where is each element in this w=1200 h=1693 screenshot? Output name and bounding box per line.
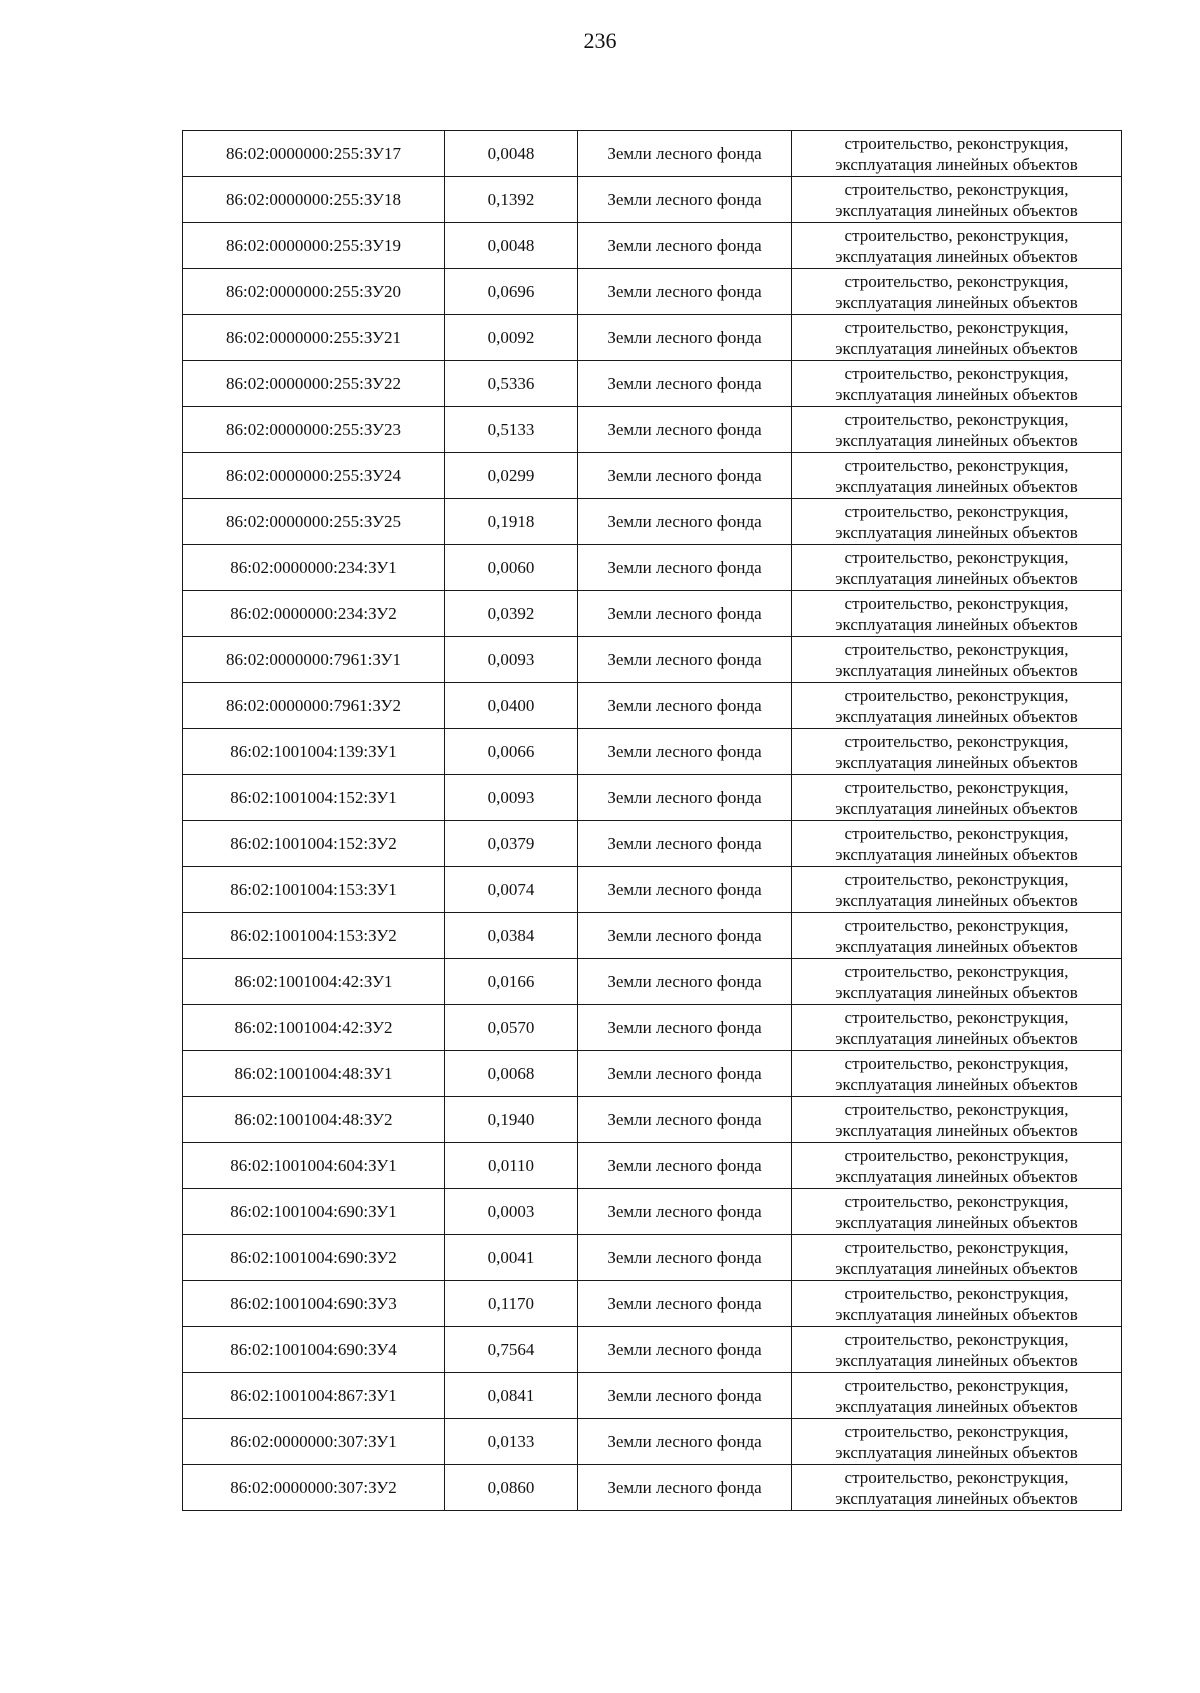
- permitted-use-line-1: строительство, реконструкция,: [844, 731, 1069, 751]
- permitted-use-line-2: эксплуатация линейных объектов: [835, 660, 1078, 680]
- land-category-cell: Земли лесного фонда: [578, 591, 792, 637]
- land-category-cell: Земли лесного фонда: [578, 131, 792, 177]
- permitted-use-line-1: строительство, реконструкция,: [844, 1283, 1069, 1303]
- cadastral-number-cell: 86:02:1001004:42:ЗУ2: [183, 1005, 445, 1051]
- permitted-use-cell: [792, 315, 1122, 361]
- permitted-use-line-2: эксплуатация линейных объектов: [835, 1304, 1078, 1324]
- permitted-use-cell: [792, 407, 1122, 453]
- area-cell: 0,0166: [445, 959, 578, 1005]
- permitted-use-cell: [792, 1143, 1122, 1189]
- permitted-use-cell: [792, 361, 1122, 407]
- land-category-cell: Земли лесного фонда: [578, 637, 792, 683]
- area-cell: 0,0093: [445, 637, 578, 683]
- land-category-cell: Земли лесного фонда: [578, 1143, 792, 1189]
- table-row: [183, 729, 1122, 775]
- area-cell: 0,0060: [445, 545, 578, 591]
- permitted-use-line-1: строительство, реконструкция,: [844, 1191, 1069, 1211]
- table-row: [183, 1143, 1122, 1189]
- permitted-use-cell: [792, 959, 1122, 1005]
- land-category-cell: Земли лесного фонда: [578, 775, 792, 821]
- cadastral-number-cell: 86:02:0000000:234:ЗУ2: [183, 591, 445, 637]
- permitted-use-line-2: эксплуатация линейных объектов: [835, 1120, 1078, 1140]
- cadastral-number-cell: 86:02:0000000:255:ЗУ19: [183, 223, 445, 269]
- cadastral-number-cell: 86:02:1001004:867:ЗУ1: [183, 1373, 445, 1419]
- area-cell: 0,5133: [445, 407, 578, 453]
- cadastral-number-cell: 86:02:0000000:255:ЗУ25: [183, 499, 445, 545]
- land-category-cell: Земли лесного фонда: [578, 499, 792, 545]
- table-body: [183, 131, 1122, 1511]
- land-category-cell: Земли лесного фонда: [578, 1005, 792, 1051]
- permitted-use-cell: [792, 683, 1122, 729]
- land-category-cell: Земли лесного фонда: [578, 1373, 792, 1419]
- permitted-use-cell: [792, 1235, 1122, 1281]
- land-category-cell: Земли лесного фонда: [578, 1327, 792, 1373]
- permitted-use-cell: [792, 729, 1122, 775]
- table-row: [183, 499, 1122, 545]
- cadastral-number-cell: 86:02:0000000:7961:ЗУ1: [183, 637, 445, 683]
- permitted-use-line-2: эксплуатация линейных объектов: [835, 384, 1078, 404]
- cadastral-number-cell: 86:02:1001004:152:ЗУ2: [183, 821, 445, 867]
- permitted-use-cell: [792, 591, 1122, 637]
- land-category-cell: Земли лесного фонда: [578, 1281, 792, 1327]
- cadastral-number-cell: 86:02:0000000:255:ЗУ23: [183, 407, 445, 453]
- cadastral-number-cell: 86:02:1001004:690:ЗУ1: [183, 1189, 445, 1235]
- cadastral-number-cell: 86:02:1001004:48:ЗУ2: [183, 1097, 445, 1143]
- table-row: [183, 1005, 1122, 1051]
- land-category-cell: Земли лесного фонда: [578, 453, 792, 499]
- table-row: [183, 407, 1122, 453]
- area-cell: 0,1918: [445, 499, 578, 545]
- table-row: [183, 867, 1122, 913]
- permitted-use-line-1: строительство, реконструкция,: [844, 593, 1069, 613]
- area-cell: 0,0093: [445, 775, 578, 821]
- permitted-use-line-1: строительство, реконструкция,: [844, 961, 1069, 981]
- table-row: [183, 131, 1122, 177]
- permitted-use-line-1: строительство, реконструкция,: [844, 1053, 1069, 1073]
- table-row: [183, 1281, 1122, 1327]
- permitted-use-line-2: эксплуатация линейных объектов: [835, 1396, 1078, 1416]
- table-row: [183, 1465, 1122, 1511]
- permitted-use-line-2: эксплуатация линейных объектов: [835, 154, 1078, 174]
- permitted-use-cell: [792, 499, 1122, 545]
- permitted-use-line-2: эксплуатация линейных объектов: [835, 338, 1078, 358]
- cadastral-number-cell: 86:02:1001004:48:ЗУ1: [183, 1051, 445, 1097]
- area-cell: 0,0110: [445, 1143, 578, 1189]
- permitted-use-line-2: эксплуатация линейных объектов: [835, 706, 1078, 726]
- permitted-use-line-2: эксплуатация линейных объектов: [835, 798, 1078, 818]
- area-cell: 0,0041: [445, 1235, 578, 1281]
- table-row: [183, 591, 1122, 637]
- permitted-use-cell: [792, 1005, 1122, 1051]
- table-row: [183, 361, 1122, 407]
- permitted-use-line-1: строительство, реконструкция,: [844, 685, 1069, 705]
- permitted-use-line-1: строительство, реконструкция,: [844, 1007, 1069, 1027]
- land-category-cell: Земли лесного фонда: [578, 867, 792, 913]
- permitted-use-cell: [792, 1419, 1122, 1465]
- land-category-cell: Земли лесного фонда: [578, 361, 792, 407]
- land-category-cell: Земли лесного фонда: [578, 1189, 792, 1235]
- permitted-use-line-1: строительство, реконструкция,: [844, 869, 1069, 889]
- permitted-use-line-1: строительство, реконструкция,: [844, 1099, 1069, 1119]
- permitted-use-cell: [792, 1097, 1122, 1143]
- cadastral-number-cell: 86:02:1001004:152:ЗУ1: [183, 775, 445, 821]
- permitted-use-line-2: эксплуатация линейных объектов: [835, 844, 1078, 864]
- land-category-cell: Земли лесного фонда: [578, 545, 792, 591]
- permitted-use-cell: [792, 177, 1122, 223]
- area-cell: 0,1170: [445, 1281, 578, 1327]
- permitted-use-line-2: эксплуатация линейных объектов: [835, 430, 1078, 450]
- cadastral-number-cell: 86:02:0000000:307:ЗУ1: [183, 1419, 445, 1465]
- land-category-cell: Земли лесного фонда: [578, 177, 792, 223]
- permitted-use-cell: [792, 1189, 1122, 1235]
- page-number: 236: [583, 28, 617, 53]
- permitted-use-cell: [792, 913, 1122, 959]
- permitted-use-line-1: строительство, реконструкция,: [844, 1375, 1069, 1395]
- permitted-use-line-1: строительство, реконструкция,: [844, 363, 1069, 383]
- area-cell: 0,0066: [445, 729, 578, 775]
- permitted-use-line-1: строительство, реконструкция,: [844, 409, 1069, 429]
- area-cell: 0,0092: [445, 315, 578, 361]
- permitted-use-cell: [792, 545, 1122, 591]
- land-category-cell: Земли лесного фонда: [578, 821, 792, 867]
- permitted-use-line-1: строительство, реконструкция,: [844, 547, 1069, 567]
- permitted-use-line-2: эксплуатация линейных объектов: [835, 890, 1078, 910]
- permitted-use-line-2: эксплуатация линейных объектов: [835, 1442, 1078, 1462]
- cadastral-number-cell: 86:02:1001004:42:ЗУ1: [183, 959, 445, 1005]
- cadastral-number-cell: 86:02:1001004:690:ЗУ3: [183, 1281, 445, 1327]
- land-category-cell: Земли лесного фонда: [578, 959, 792, 1005]
- cadastral-number-cell: 86:02:0000000:255:ЗУ17: [183, 131, 445, 177]
- permitted-use-cell: [792, 821, 1122, 867]
- permitted-use-cell: [792, 223, 1122, 269]
- table-row: [183, 545, 1122, 591]
- permitted-use-line-2: эксплуатация линейных объектов: [835, 752, 1078, 772]
- land-category-cell: Земли лесного фонда: [578, 1051, 792, 1097]
- cadastral-number-cell: 86:02:1001004:604:ЗУ1: [183, 1143, 445, 1189]
- land-category-cell: Земли лесного фонда: [578, 1465, 792, 1511]
- table-row: [183, 223, 1122, 269]
- permitted-use-cell: [792, 637, 1122, 683]
- area-cell: 0,0570: [445, 1005, 578, 1051]
- table-row: [183, 1235, 1122, 1281]
- area-cell: 0,0048: [445, 223, 578, 269]
- area-cell: 0,0696: [445, 269, 578, 315]
- land-category-cell: Земли лесного фонда: [578, 729, 792, 775]
- permitted-use-line-2: эксплуатация линейных объектов: [835, 614, 1078, 634]
- permitted-use-line-1: строительство, реконструкция,: [844, 1237, 1069, 1257]
- area-cell: 0,1940: [445, 1097, 578, 1143]
- permitted-use-line-2: эксплуатация линейных объектов: [835, 1212, 1078, 1232]
- permitted-use-line-1: строительство, реконструкция,: [844, 501, 1069, 521]
- land-category-cell: Земли лесного фонда: [578, 913, 792, 959]
- table-row: [183, 821, 1122, 867]
- area-cell: 0,0841: [445, 1373, 578, 1419]
- permitted-use-line-1: строительство, реконструкция,: [844, 1329, 1069, 1349]
- area-cell: 0,0299: [445, 453, 578, 499]
- land-category-cell: Земли лесного фонда: [578, 1235, 792, 1281]
- land-plots-table: [182, 130, 1122, 1511]
- table-row: [183, 1051, 1122, 1097]
- area-cell: 0,5336: [445, 361, 578, 407]
- permitted-use-line-2: эксплуатация линейных объектов: [835, 1488, 1078, 1508]
- permitted-use-line-1: строительство, реконструкция,: [844, 777, 1069, 797]
- area-cell: 0,0379: [445, 821, 578, 867]
- table-row: [183, 637, 1122, 683]
- cadastral-number-cell: 86:02:0000000:255:ЗУ21: [183, 315, 445, 361]
- area-cell: 0,1392: [445, 177, 578, 223]
- permitted-use-line-2: эксплуатация линейных объектов: [835, 1258, 1078, 1278]
- cadastral-number-cell: 86:02:1001004:690:ЗУ2: [183, 1235, 445, 1281]
- cadastral-number-cell: 86:02:0000000:234:ЗУ1: [183, 545, 445, 591]
- cadastral-number-cell: 86:02:1001004:690:ЗУ4: [183, 1327, 445, 1373]
- land-category-cell: Земли лесного фонда: [578, 407, 792, 453]
- permitted-use-line-2: эксплуатация линейных объектов: [835, 1350, 1078, 1370]
- permitted-use-cell: [792, 269, 1122, 315]
- table-row: [183, 1189, 1122, 1235]
- land-category-cell: Земли лесного фонда: [578, 315, 792, 361]
- cadastral-number-cell: 86:02:0000000:255:ЗУ20: [183, 269, 445, 315]
- permitted-use-line-1: строительство, реконструкция,: [844, 1145, 1069, 1165]
- cadastral-number-cell: 86:02:0000000:255:ЗУ24: [183, 453, 445, 499]
- table-row: [183, 913, 1122, 959]
- permitted-use-line-1: строительство, реконструкция,: [844, 1467, 1069, 1487]
- permitted-use-cell: [792, 1373, 1122, 1419]
- permitted-use-line-2: эксплуатация линейных объектов: [835, 200, 1078, 220]
- permitted-use-line-2: эксплуатация линейных объектов: [835, 568, 1078, 588]
- permitted-use-cell: [792, 131, 1122, 177]
- permitted-use-line-2: эксплуатация линейных объектов: [835, 1166, 1078, 1186]
- cadastral-number-cell: 86:02:1001004:153:ЗУ1: [183, 867, 445, 913]
- permitted-use-line-2: эксплуатация линейных объектов: [835, 246, 1078, 266]
- permitted-use-cell: [792, 453, 1122, 499]
- table-row: [183, 315, 1122, 361]
- table-row: [183, 453, 1122, 499]
- area-cell: 0,0392: [445, 591, 578, 637]
- table-row: [183, 177, 1122, 223]
- permitted-use-line-2: эксплуатация линейных объектов: [835, 292, 1078, 312]
- cadastral-number-cell: 86:02:0000000:7961:ЗУ2: [183, 683, 445, 729]
- land-category-cell: Земли лесного фонда: [578, 1419, 792, 1465]
- permitted-use-line-1: строительство, реконструкция,: [844, 133, 1069, 153]
- permitted-use-line-2: эксплуатация линейных объектов: [835, 522, 1078, 542]
- area-cell: 0,0400: [445, 683, 578, 729]
- cadastral-number-cell: 86:02:0000000:307:ЗУ2: [183, 1465, 445, 1511]
- table-row: [183, 683, 1122, 729]
- permitted-use-line-1: строительство, реконструкция,: [844, 317, 1069, 337]
- land-category-cell: Земли лесного фонда: [578, 683, 792, 729]
- permitted-use-line-1: строительство, реконструкция,: [844, 271, 1069, 291]
- cadastral-number-cell: 86:02:1001004:153:ЗУ2: [183, 913, 445, 959]
- permitted-use-line-2: эксплуатация линейных объектов: [835, 476, 1078, 496]
- area-cell: 0,0048: [445, 131, 578, 177]
- permitted-use-line-1: строительство, реконструкция,: [844, 639, 1069, 659]
- permitted-use-line-1: строительство, реконструкция,: [844, 455, 1069, 475]
- permitted-use-cell: [792, 1281, 1122, 1327]
- area-cell: 0,0133: [445, 1419, 578, 1465]
- table-row: [183, 775, 1122, 821]
- permitted-use-cell: [792, 1327, 1122, 1373]
- cadastral-number-cell: 86:02:1001004:139:ЗУ1: [183, 729, 445, 775]
- permitted-use-line-1: строительство, реконструкция,: [844, 823, 1069, 843]
- permitted-use-line-1: строительство, реконструкция,: [844, 915, 1069, 935]
- area-cell: 0,0384: [445, 913, 578, 959]
- area-cell: 0,0068: [445, 1051, 578, 1097]
- permitted-use-line-2: эксплуатация линейных объектов: [835, 982, 1078, 1002]
- permitted-use-line-2: эксплуатация линейных объектов: [835, 1074, 1078, 1094]
- permitted-use-line-1: строительство, реконструкция,: [844, 225, 1069, 245]
- land-category-cell: Земли лесного фонда: [578, 223, 792, 269]
- table-row: [183, 1419, 1122, 1465]
- permitted-use-line-2: эксплуатация линейных объектов: [835, 1028, 1078, 1048]
- table-row: [183, 959, 1122, 1005]
- permitted-use-line-2: эксплуатация линейных объектов: [835, 936, 1078, 956]
- table-row: [183, 1097, 1122, 1143]
- area-cell: 0,0074: [445, 867, 578, 913]
- area-cell: 0,0003: [445, 1189, 578, 1235]
- table-row: [183, 269, 1122, 315]
- permitted-use-cell: [792, 1465, 1122, 1511]
- table-row: [183, 1327, 1122, 1373]
- cadastral-number-cell: 86:02:0000000:255:ЗУ22: [183, 361, 445, 407]
- table-row: [183, 1373, 1122, 1419]
- area-cell: 0,0860: [445, 1465, 578, 1511]
- land-category-cell: Земли лесного фонда: [578, 1097, 792, 1143]
- permitted-use-cell: [792, 775, 1122, 821]
- land-category-cell: Земли лесного фонда: [578, 269, 792, 315]
- permitted-use-line-1: строительство, реконструкция,: [844, 179, 1069, 199]
- cadastral-number-cell: 86:02:0000000:255:ЗУ18: [183, 177, 445, 223]
- permitted-use-line-1: строительство, реконструкция,: [844, 1421, 1069, 1441]
- area-cell: 0,7564: [445, 1327, 578, 1373]
- permitted-use-cell: [792, 867, 1122, 913]
- permitted-use-cell: [792, 1051, 1122, 1097]
